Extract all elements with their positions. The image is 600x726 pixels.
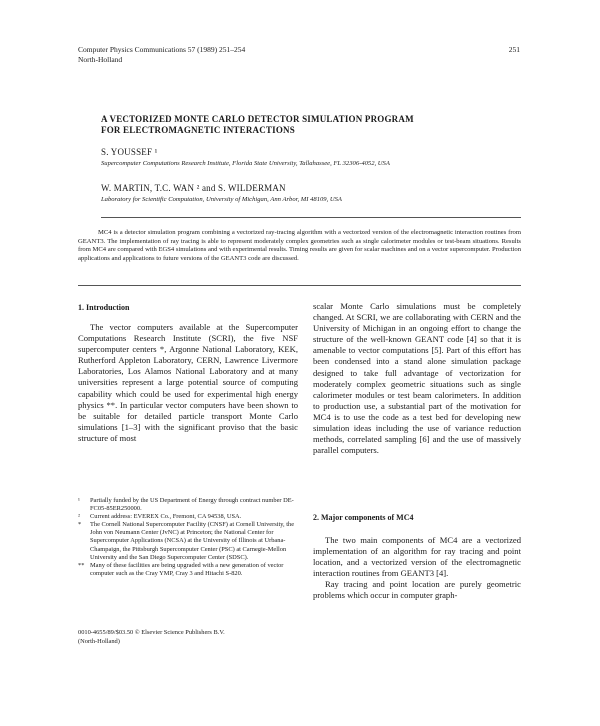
- divider-top: [101, 217, 521, 218]
- section-1-heading: 1. Introduction: [78, 303, 130, 312]
- section-2-text: [313, 535, 521, 602]
- intro-paragraph-2: scalar Monte Carlo simulations must be completely changed. At SCRI, we are collaborating with CERN and the University of Michigan in an ongoing effort to change the structure of the well-known GEANT code [4] so that it is amenable to vector computations [5]. Part of this effort has been condensed into a stand alone simulation package designed to take full advantage of vectorization for moderately complex geometric situations such as single calorimeter modules or test beam calorimeters. In addition to production use, a substantial part of the motivation for MC4 is to use the code as a test bed for developing new simulation ideas including the use of variance reduction methods, correlated sampling [6] and the use of massively parallel computers.: [313, 301, 521, 456]
- intro-paragraph-1: The vector computers available at the Supercomputer Computations Research Institute (SCRI), the five NSF supercomputer centers *, Argonne National Laboratory, KEK, Rutherford Appleton Laboratory, CERN, Lawrence Livermore Laboratories, Los Alamos National Laboratory and at many universities represent a large potential source of computing capability which could be used for experimental high energy physics **. In particular vector computers have been shown to be suitable for detailed particle transport Monte Carlo simulations [1–3] with the significant proviso that the basic structure of most: [78, 322, 298, 443]
- footnote-text: Many of these facilities are being upgraded with a new generation of vector computer such as the Cray YMP, Cray 3 and Hitachi S-820.: [90, 561, 284, 577]
- abstract: MC4 is a detector simulation program combining a vectorized ray-tracing algorithm with a vectorized version of the electromagnetic interaction routines from GEANT3. The implementation of ray tracing is able to represent moderately complex geometries such as single calorimeter modules or test-beam situations. Results from MC4 are compared with EGS4 simulations and with experimental results. Timing results are given for scalar machines and on a vector supercomputer. Production applications and applications to future versions of the GEANT3 code are discussed.: [78, 229, 521, 262]
- footnote-3: [78, 521, 298, 561]
- section-2-paragraph-1: The two main components of MC4 are a vectorized implementation of an algorithm for ray tracing and point location, and a vectorized version of the electromagnetic interaction routines from GEANT3 [4].: [313, 535, 521, 579]
- footnote-4: [78, 562, 298, 578]
- affiliation-michigan: Laboratory for Scientific Computation, University of Michigan, Ann Arbor, MI 48109, USA: [101, 196, 342, 203]
- footnote-marker: *: [78, 521, 82, 529]
- page-number: 251: [508, 45, 520, 54]
- copyright-line-1: 0010-4655/89/$03.50 © Elsevier Science Publishers B.V.: [78, 629, 225, 636]
- footnote-1: [78, 497, 298, 513]
- footnote-text: Partially funded by the US Department of Energy through contract number DE-FC05-85ER250000.: [90, 497, 294, 513]
- footnote-marker: ¹: [78, 497, 80, 504]
- footnote-text: Current address: EVEREX Co., Fremont, CA 94538, USA.: [90, 513, 242, 521]
- paper-title-line-2: FOR ELECTROMAGNETIC INTERACTIONS: [101, 125, 295, 135]
- affiliation-scri: Supercomputer Computations Research Institute, Florida State University, Tallahassee, FL 32306-4052, USA: [101, 160, 390, 167]
- author-youssef: S. YOUSSEF ¹: [101, 147, 158, 157]
- journal-citation: Computer Physics Communications 57 (1989) 251–254: [78, 45, 246, 54]
- footnote-marker: **: [78, 561, 85, 569]
- publisher: North-Holland: [78, 55, 123, 64]
- divider-bottom: [78, 285, 521, 286]
- right-column-text: [313, 301, 521, 456]
- footnotes: [78, 497, 298, 578]
- copyright-line-2: (North-Holland): [78, 638, 120, 645]
- paper-title-line-1: A VECTORIZED MONTE CARLO DETECTOR SIMULATION PROGRAM: [101, 114, 414, 124]
- footnote-text: The Cornell National Supercomputer Facility (CNSF) at Cornell University, the John von Neumann Center (JvNC) at Princeton; the National Center for Supercomputer Applications (NCSA) at the University of Illinois at Urbana-Champaign, the Pittsburgh Supercomputer Center (PSC) at Carnegie-Mellon University and the San Diego Supercomputer Center (SDSC).: [90, 521, 295, 561]
- section-2-heading: 2. Major components of MC4: [313, 513, 414, 522]
- footnote-2: [78, 513, 298, 521]
- section-2-paragraph-2: Ray tracing and point location are purely geometric problems which occur in computer graph-: [313, 579, 521, 601]
- authors-michigan: W. MARTIN, T.C. WAN ² and S. WILDERMAN: [101, 183, 286, 193]
- intro-text: [78, 322, 298, 444]
- footnote-marker: ²: [78, 513, 80, 521]
